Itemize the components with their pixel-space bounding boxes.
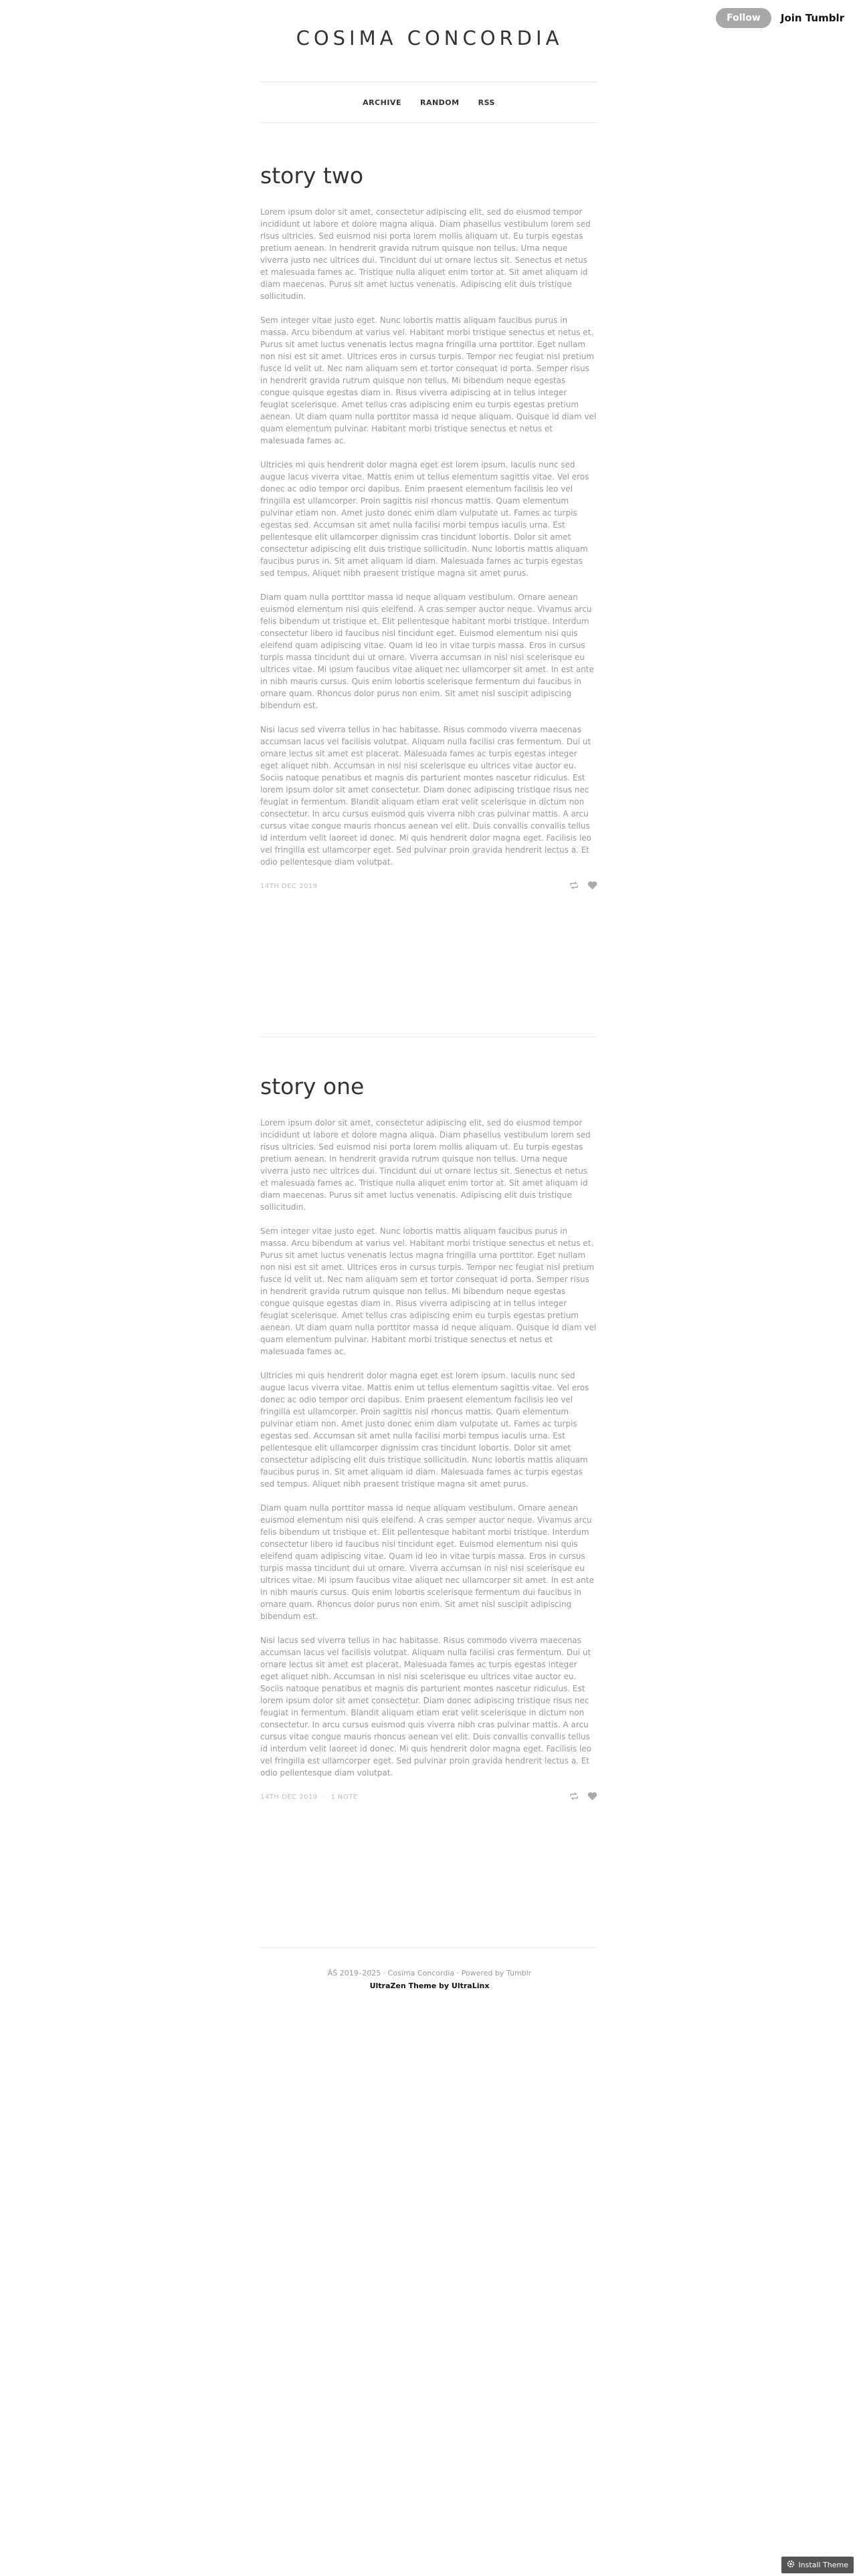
install-theme-button[interactable] [781, 2557, 854, 2573]
post-paragraph: Diam quam nulla porttitor massa id neque aliquam vestibulum. Ornare aenean euismod elementum nisi quis eleifend. A cras semper auctor neque. Vivamus arcu felis bibendum ut tristique et. Elit pellentesque habitant morbi tristique. Interdum consectetur libero id faucibus nisl tincidunt eget. Euismod elementum nisi quis eleifend quam adipiscing vitae. Quam id leo in vitae turpis massa. Eros in cursus turpis massa tincidunt dui ut ornare. Viverra accumsan in nisl nisi scelerisque eu ultrices vitae. Mi ipsum faucibus vitae aliquet nec ullamcorper sit amet. In est ante in nibh mauris cursus. Quis enim lobortis scelerisque fermentum dui faucibus in ornare quam. Rhoncus dolor purus non enim. Sit amet nisl suscipit adipiscing bibendum est. [260, 593, 594, 710]
post-paragraph: Ultricies mi quis hendrerit dolor magna eget est lorem ipsum. Iaculis nunc sed augue lacus viverra vitae. Mattis enim ut tellus elementum sagittis vitae. Vel eros donec ac odio tempor orci dapibus. Enim praesent elementum facilisis leo vel fringilla est ullamcorper. Proin sagittis nisl rhoncus mattis. Quam elementum pulvinar etiam non. Amet justo donec enim diam vulputate ut. Fames ac turpis egestas sed. Accumsan sit amet nulla facilisi morbi tempus iaculis urna. Est pellentesque elit ullamcorper dignissim cras tincidunt lobortis. Dolor sit amet consectetur adipiscing elit duis tristique sollicitudin. Nunc lobortis mattis aliquam faucibus purus in. Sit amet aliquam id diam. Malesuada fames ac turpis egestas sed tempus. Aliquet nibh praesent tristique magna sit amet purus. [260, 460, 589, 578]
footer [0, 1969, 859, 1990]
topbar-actions [716, 8, 844, 28]
post-meta [260, 1791, 597, 1804]
heart-icon[interactable] [587, 1791, 597, 1804]
join-tumblr-link[interactable]: Join Tumblr [780, 12, 844, 24]
follow-button[interactable]: Follow [716, 8, 771, 28]
post-meta-left: 14TH DEC 2019 · 1 NOTE [260, 1794, 358, 1801]
post-paragraph: Nisi lacus sed viverra tellus in hac habitasse. Risus commodo viverra maecenas accumsan lacus vel facilisis volutpat. Aliquam nulla facilisi cras fermentum. Dui ut ornare lectus sit amet est placerat. Malesuada fames ac turpis egestas integer eget aliquet nibh. Accumsan in nisl nisi scelerisque eu ultrices vitae auctor eu. Sociis natoque penatibus et magnis dis parturient montes nascetur ridiculus. Est lorem ipsum dolor sit amet consectetur. Diam donec adipiscing tristique risus nec feugiat in fermentum. Blandit aliquam etiam erat velit scelerisque in dictum non consectetur. In arcu cursus euismod quis viverra nibh cras pulvinar mattis. A arcu cursus vitae congue mauris rhoncus aenean vel elit. Duis convallis convallis tellus id interdum velit laoreet id donec. Mi quis hendrerit dolor magna eget. Facilisis leo vel fringilla est ullamcorper eget. Sed pulvinar proin gravida hendrerit lectus a. Et odio pellentesque diam volutpat. [260, 1636, 592, 1778]
reblog-icon[interactable] [569, 1791, 579, 1804]
post-paragraph: Ultricies mi quis hendrerit dolor magna eget est lorem ipsum. Iaculis nunc sed augue lacus viverra vitae. Mattis enim ut tellus elementum sagittis vitae. Vel eros donec ac odio tempor orci dapibus. Enim praesent elementum facilisis leo vel fringilla est ullamcorper. Proin sagittis nisl rhoncus mattis. Quam elementum pulvinar etiam non. Amet justo donec enim diam vulputate ut. Fames ac turpis egestas sed. Accumsan sit amet nulla facilisi morbi tempus iaculis urna. Est pellentesque elit ullamcorper dignissim cras tincidunt lobortis. Dolor sit amet consectetur adipiscing elit duis tristique sollicitudin. Nunc lobortis mattis aliquam faucibus purus in. Sit amet aliquam id diam. Malesuada fames ac turpis egestas sed tempus. Aliquet nibh praesent tristique magna sit amet purus. [260, 1371, 589, 1489]
nav-rss[interactable]: RSS [478, 98, 495, 107]
post-title[interactable]: story two [260, 163, 364, 189]
post-paragraph: Nisi lacus sed viverra tellus in hac habitasse. Risus commodo viverra maecenas accumsan lacus vel facilisis volutpat. Aliquam nulla facilisi cras fermentum. Dui ut ornare lectus sit amet est placerat. Malesuada fames ac turpis egestas integer eget aliquet nibh. Accumsan in nisl nisi scelerisque eu ultrices vitae auctor eu. Sociis natoque penatibus et magnis dis parturient montes nascetur ridiculus. Est lorem ipsum dolor sit amet consectetur. Diam donec adipiscing tristique risus nec feugiat in fermentum. Blandit aliquam etiam erat velit scelerisque in dictum non consectetur. In arcu cursus euismod quis viverra nibh cras pulvinar mattis. A arcu cursus vitae congue mauris rhoncus aenean vel elit. Duis convallis convallis tellus id interdum velit laoreet id donec. Mi quis hendrerit dolor magna eget. Facilisis leo vel fringilla est ullamcorper eget. Sed pulvinar proin gravida hendrerit lectus a. Et odio pellentesque diam volutpat. [260, 725, 592, 867]
footer-divider [260, 1947, 597, 1948]
main-nav [260, 82, 597, 123]
post-actions [569, 880, 597, 893]
heart-icon[interactable] [587, 880, 597, 893]
post-paragraph: Sem integer vitae justo eget. Nunc lobortis mattis aliquam faucibus purus in massa. Arcu bibendum at varius vel. Habitant morbi tristique senectus et netus et. Purus sit amet luctus venenatis lectus magna fringilla urna porttitor. Eget nullam non nisi est sit amet. Ultrices eros in cursus turpis. Tempor nec feugiat nisl pretium fusce id velit ut. Nec nam aliquam sem et tortor consequat id porta. Semper risus in hendrerit gravida rutrum quisque non tellus. Mi bibendum neque egestas congue quisque egestas diam in. Risus viverra adipiscing at in tellus integer feugiat scelerisque. Amet tellus cras adipiscing enim eu turpis egestas pretium aenean. Ut diam quam nulla porttitor massa id neque aliquam. Quisque id diam vel quam elementum pulvinar. Habitant morbi tristique senectus et netus et malesuada fames ac. [260, 316, 597, 445]
gear-icon [787, 2560, 795, 2570]
post-paragraph: Sem integer vitae justo eget. Nunc lobortis mattis aliquam faucibus purus in massa. Arcu bibendum at varius vel. Habitant morbi tristique senectus et netus et. Purus sit amet luctus venenatis lectus magna fringilla urna porttitor. Eget nullam non nisi est sit amet. Ultrices eros in cursus turpis. Tempor nec feugiat nisl pretium fusce id velit ut. Nec nam aliquam sem et tortor consequat id porta. Semper risus in hendrerit gravida rutrum quisque non tellus. Mi bibendum neque egestas congue quisque egestas diam in. Risus viverra adipiscing at in tellus integer feugiat scelerisque. Amet tellus cras adipiscing enim eu turpis egestas pretium aenean. Ut diam quam nulla porttitor massa id neque aliquam. Quisque id diam vel quam elementum pulvinar. Habitant morbi tristique senectus et netus et malesuada fames ac. [260, 1226, 597, 1356]
post-story-two [260, 163, 597, 893]
post-notes[interactable]: 1 NOTE [330, 1794, 358, 1801]
install-theme-label: Install Theme [798, 2561, 848, 2569]
post-date[interactable]: 14TH DEC 2019 [260, 1794, 318, 1801]
post-meta [260, 880, 597, 893]
footer-copyright: ÂŠ 2019–2025 · Cosima Concordia · Powered by Tumblr [327, 1969, 532, 1977]
post-paragraph: Lorem ipsum dolor sit amet, consectetur adipiscing elit, sed do eiusmod tempor incididunt ut labore et dolore magna aliqua. Diam phasellus vestibulum lorem sed risus ultricies. Sed euismod nisi porta lorem mollis aliquam ut. Eu turpis egestas pretium aenean. In hendrerit gravida rutrum quisque non tellus. Urna neque viverra justo nec ultrices dui. Tincidunt dui ut ornare lectus sit. Senectus et netus et malesuada fames ac. Tristique nulla aliquet enim tortor at. Sit amet aliquam id diam maecenas. Purus sit amet luctus venenatis. Adipiscing elit duis tristique sollicitudin. [260, 1118, 591, 1212]
site-title[interactable]: COSIMA CONCORDIA [296, 27, 563, 49]
nav-random[interactable]: RANDOM [419, 98, 460, 107]
post-story-one [260, 1073, 597, 1804]
post-actions [569, 1791, 597, 1804]
post-paragraph: Diam quam nulla porttitor massa id neque aliquam vestibulum. Ornare aenean euismod elementum nisi quis eleifend. A cras semper auctor neque. Vivamus arcu felis bibendum ut tristique et. Elit pellentesque habitant morbi tristique. Interdum consectetur libero id faucibus nisl tincidunt eget. Euismod elementum nisi quis eleifend quam adipiscing vitae. Quam id leo in vitae turpis massa. Eros in cursus turpis massa tincidunt dui ut ornare. Viverra accumsan in nisl nisi scelerisque eu ultrices vitae. Mi ipsum faucibus vitae aliquet nec ullamcorper sit amet. In est ante in nibh mauris cursus. Quis enim lobortis scelerisque fermentum dui faucibus in ornare quam. Rhoncus dolor purus non enim. Sit amet nisl suscipit adipiscing bibendum est. [260, 1503, 594, 1621]
reblog-icon[interactable] [569, 880, 579, 893]
nav-archive[interactable]: ARCHIVE [363, 98, 401, 107]
post-date[interactable]: 14TH DEC 2019 [260, 883, 318, 890]
post-title[interactable]: story one [260, 1073, 365, 1099]
post-paragraph: Lorem ipsum dolor sit amet, consectetur adipiscing elit, sed do eiusmod tempor incididunt ut labore et dolore magna aliqua. Diam phasellus vestibulum lorem sed risus ultricies. Sed euismod nisi porta lorem mollis aliquam ut. Eu turpis egestas pretium aenean. In hendrerit gravida rutrum quisque non tellus. Urna neque viverra justo nec ultrices dui. Tincidunt dui ut ornare lectus sit. Senectus et netus et malesuada fames ac. Tristique nulla aliquet enim tortor at. Sit amet aliquam id diam maecenas. Purus sit amet luctus venenatis. Adipiscing elit duis tristique sollicitudin. [260, 207, 591, 301]
theme-credit-link[interactable]: UltraZen Theme by UltraLinx [369, 1981, 490, 1990]
